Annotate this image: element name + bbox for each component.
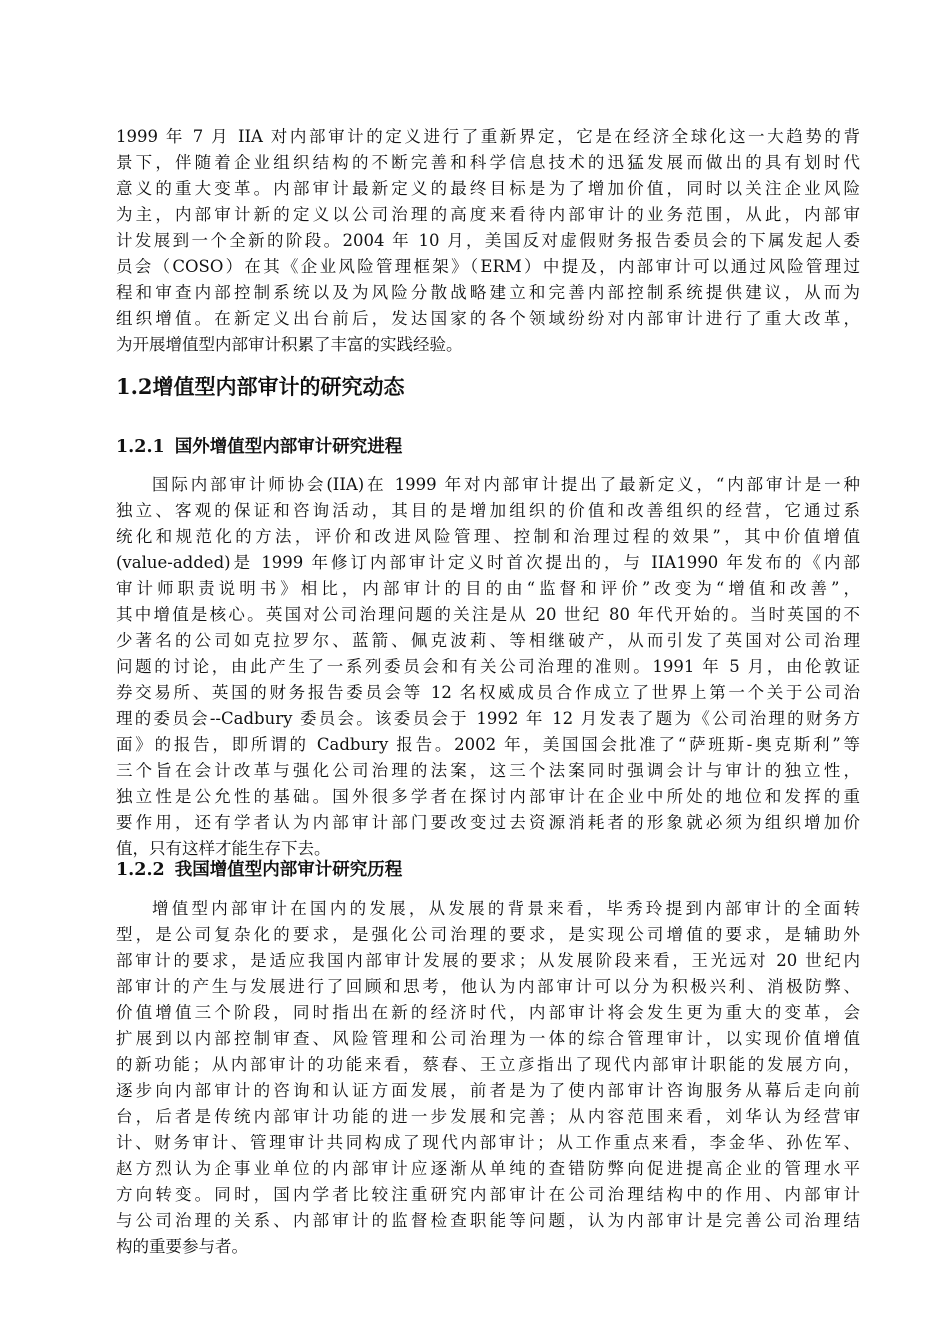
text-line: 值，只有这样才能生存下去。	[116, 839, 331, 858]
text-line: 意义的重大变革。内部审计最新定义的最终目标是为了增加价值，同时以关注企业风险	[116, 179, 860, 198]
text-line: 增值型内部审计在国内的发展，从发展的背景来看，毕秀玲提到内部审计的全面转	[152, 899, 860, 918]
subsection-number: 1.2.2	[116, 860, 165, 880]
text-line: 逐步向内部审计的咨询和认证方面发展，前者是为了使内部审计咨询服务从幕后走向前	[116, 1081, 860, 1100]
text-line: 要作用，还有学者认为内部审计部门要改变过去资源消耗者的形象就必须为组织增加价	[116, 813, 860, 832]
text-line: 台，后者是传统内部审计功能的进一步发展和完善；从内容范围来看，刘华认为经营审	[116, 1107, 860, 1126]
text-line: 为主，内部审计新的定义以公司治理的高度来看待内部审计的业务范围，从此，内部审	[116, 205, 860, 224]
text-line: 其中增值是核心。英国对公司治理问题的关注是从 20 世纪 80 年代开始的。当时英国的不	[116, 605, 860, 624]
section-heading-1-2	[116, 372, 405, 402]
text-line: 少著名的公司如克拉罗尔、蓝箭、佩克波莉、等相继破产，从而引发了英国对公司治理	[116, 631, 860, 650]
text-line: 三个旨在会计改革与强化公司治理的法案，这三个法案同时强调会计与审计的独立性，	[116, 761, 860, 780]
text-line: 独立、客观的保证和咨询活动，其目的是增加组织的价值和改善组织的经营，它通过系	[116, 501, 860, 520]
text-line: 构的重要参与者。	[116, 1237, 248, 1256]
subsection-title: 我国增值型内部审计研究历程	[174, 860, 403, 880]
text-line: 面》的报告，即所谓的 Cadbury 报告。2002 年，美国国会批准了“萨班斯-奥克斯利”等	[116, 735, 860, 754]
text-line: 员会（COSO）在其《企业风险管理框架》（ERM）中提及，内部审计可以通过风险管理过	[116, 257, 860, 276]
subsection-number: 1.2.1	[116, 437, 165, 457]
text-line: 为开展增值型内部审计积累了丰富的实践经验。	[116, 335, 463, 354]
text-line: 审计师职责说明书》相比，内部审计的目的由“监督和评价”改变为“增值和改善”，	[116, 579, 860, 598]
text-line: 独立性是公允性的基础。国外很多学者在探讨内部审计在企业中所处的地位和发挥的重	[116, 787, 860, 806]
subsection-heading-1-2-1	[116, 433, 402, 461]
section-number: 1.2	[116, 374, 153, 399]
section-title: 增值型内部审计的研究动态	[152, 374, 405, 399]
text-line: 计发展到一个全新的阶段。2004 年 10 月，美国反对虚假财务报告委员会的下属发起人委	[116, 231, 860, 250]
text-line: 程和审查内部控制系统以及为风险分散战略建立和完善内部控制系统提供建议，从而为	[116, 283, 860, 302]
text-line: 型，是公司复杂化的要求，是强化公司治理的要求，是实现公司增值的要求，是辅助外	[116, 925, 860, 944]
text-line: 统化和规范化的方法，评价和改进风险管理、控制和治理过程的效果”，其中价值增值	[116, 527, 860, 546]
paragraph-domestic-research	[116, 896, 860, 1260]
text-line: 赵方烈认为企事业单位的内部审计应逐渐从单纯的查错防弊向促进提高企业的管理水平	[116, 1159, 860, 1178]
text-line: 计、财务审计、管理审计共同构成了现代内部审计；从工作重点来看，李金华、孙佐军、	[116, 1133, 860, 1152]
text-line: 与公司治理的关系、内部审计的监督检查职能等问题，认为内部审计是完善公司治理结	[116, 1211, 860, 1230]
text-line: 理的委员会--Cadbury 委员会。该委员会于 1992 年 12 月发表了题为《公司治理的财务方	[116, 709, 860, 728]
text-line: 方向转变。同时，国内学者比较注重研究内部审计在公司治理结构中的作用、内部审计	[116, 1185, 860, 1204]
subsection-heading-1-2-2	[116, 856, 402, 884]
text-line: 扩展到以内部控制审查、风险管理和公司治理为一体的综合管理审计，以实现价值增值	[116, 1029, 860, 1048]
text-line: 问题的讨论，由此产生了一系列委员会和有关公司治理的准则。1991 年 5 月，由伦敦证	[116, 657, 860, 676]
text-line: 券交易所、英国的财务报告委员会等 12 名权威成员合作成立了世界上第一个关于公司治	[116, 683, 860, 702]
text-line: (value-added)是 1999 年修订内部审计定义时首次提出的，与 IIA1990 年发布的《内部	[116, 553, 860, 572]
text-line: 1999 年 7 月 IIA 对内部审计的定义进行了重新界定，它是在经济全球化这一大趋势的背	[116, 127, 860, 146]
paragraph-foreign-research	[116, 472, 860, 862]
text-line: 组织增值。在新定义出台前后，发达国家的各个领域纷纷对内部审计进行了重大改革，	[116, 309, 860, 328]
subsection-title: 国外增值型内部审计研究进程	[174, 437, 403, 457]
text-line: 部审计的要求，是适应我国内部审计发展的要求；从发展阶段来看，王光远对 20 世纪内	[116, 951, 860, 970]
text-line: 的新功能；从内部审计的功能来看，蔡春、王立彦指出了现代内部审计职能的发展方向，	[116, 1055, 860, 1074]
text-line: 部审计的产生与发展进行了回顾和思考，他认为内部审计可以分为积极兴利、消极防弊、	[116, 977, 860, 996]
paragraph-iia-definition	[116, 124, 860, 358]
text-line: 国际内部审计师协会(IIA)在 1999 年对内部审计提出了最新定义，“内部审计是一种	[152, 475, 860, 494]
text-line: 景下，伴随着企业组织结构的不断完善和科学信息技术的迅猛发展而做出的具有划时代	[116, 153, 860, 172]
text-line: 价值增值三个阶段，同时指出在新的经济时代，内部审计将会发生更为重大的变革，会	[116, 1003, 860, 1022]
